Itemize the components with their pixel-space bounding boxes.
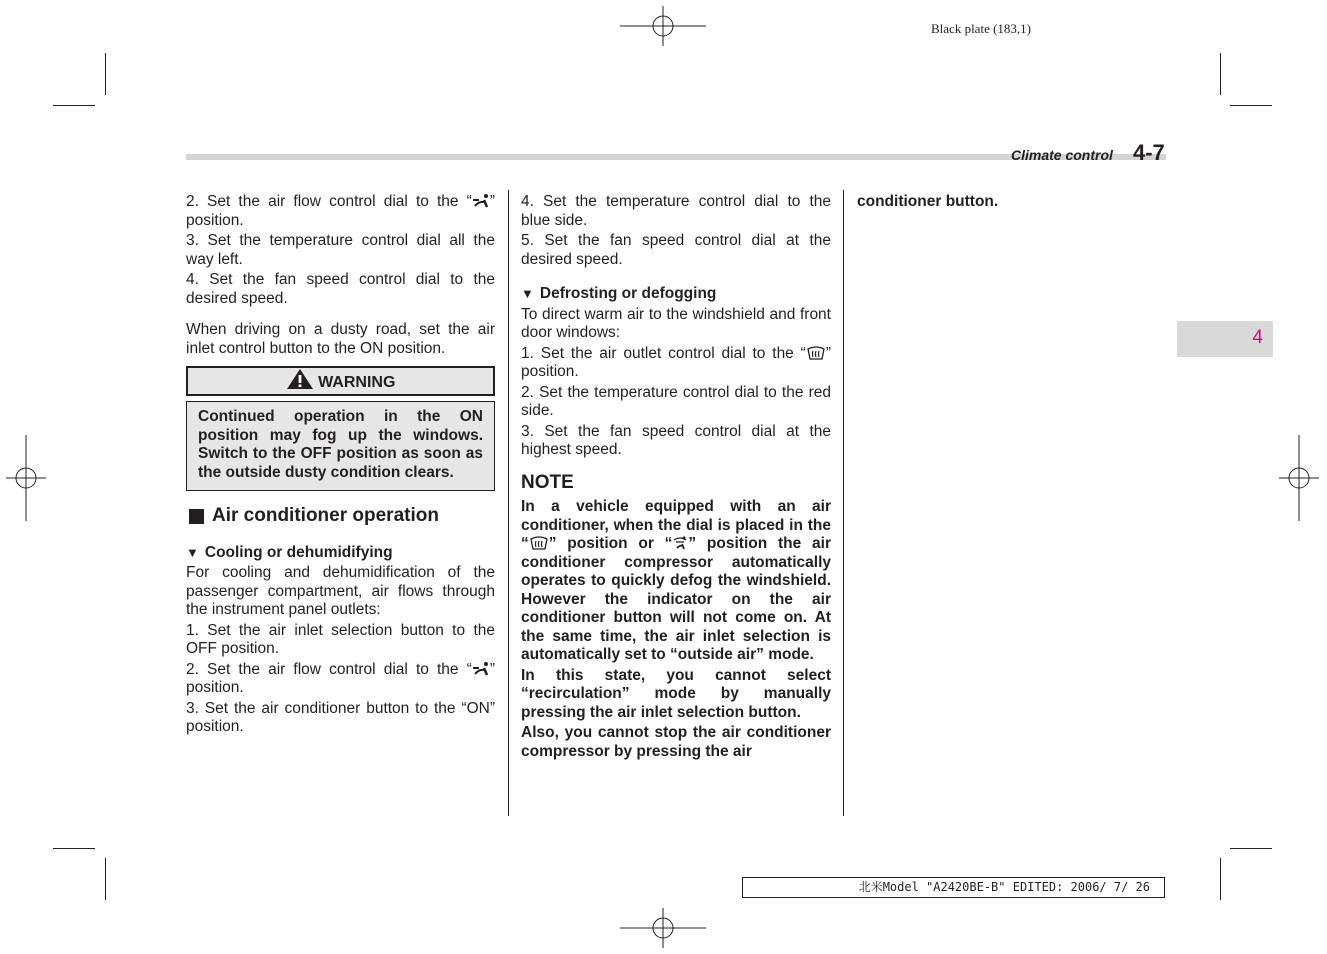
step-paragraph: 3. Set the fan speed control dial at the highest speed. — [521, 422, 831, 458]
note-paragraph: In this state, you cannot select “recirculation” mode by manually pressing the air inlet selection button. — [521, 666, 831, 721]
registration-mark-top — [620, 6, 706, 46]
vent-airflow-icon — [472, 661, 490, 677]
column-3 — [857, 193, 1166, 214]
chapter-tab-number: 4 — [1252, 327, 1263, 348]
note-paragraph: Also, you cannot stop the air conditioner compressor by pressing the air — [521, 724, 831, 760]
subheading: ▼ Defrosting or defogging — [521, 285, 717, 302]
crop-mark — [105, 858, 106, 900]
vent-airflow-icon — [472, 193, 490, 209]
chapter-tab — [1177, 321, 1273, 357]
section-heading: Air conditioner operation — [186, 507, 495, 526]
registration-mark-left — [6, 435, 46, 521]
step-paragraph: 4. Set the temperature control dial to the blue side. — [521, 193, 831, 229]
crop-mark — [1220, 53, 1221, 95]
warning-text: Continued operation in the ON position may fog up the windows. Switch to the OFF position as soon as the outside dusty condition clears. — [186, 401, 495, 491]
defrost-foot-icon — [672, 535, 688, 551]
note-paragraph: conditioner button. — [857, 193, 999, 210]
body-paragraph: When driving on a dusty road, set the air inlet control button to the ON position. — [186, 321, 495, 357]
square-bullet-icon — [189, 509, 204, 524]
column-divider — [843, 190, 844, 816]
step-paragraph: 2. Set the air flow control dial to the “ ” position. — [186, 660, 495, 696]
note-title: NOTE — [521, 471, 574, 493]
footer-edit-info: 北米Model "A2420BE-B" EDITED: 2006/ 7/ 26 — [742, 877, 1165, 898]
step-paragraph: 1. Set the air inlet selection button to the OFF position. — [186, 621, 495, 657]
crop-mark — [1230, 105, 1272, 106]
body-paragraph: For cooling and dehumidification of the passenger compartment, air flows through the instrument panel outlets: — [186, 564, 495, 618]
column-2 — [521, 193, 831, 763]
note-paragraph: In a vehicle equipped with an air conditioner, when the dial is placed in the “ ” position or “ ” position the air conditioner compressor automatically operates to quickly defog the windshield. However the indicator on the air conditioner button will not come on. At the same time, the air inlet selection is automatically set to “outside air” mode. — [521, 498, 831, 663]
column-divider — [508, 190, 509, 816]
crop-mark — [1220, 858, 1221, 900]
step-paragraph: 1. Set the air outlet control dial to the “ ” position. — [521, 344, 831, 380]
plate-label: Black plate (183,1) — [931, 21, 1031, 36]
defrost-icon — [529, 535, 549, 551]
subheading: ▼ Cooling or dehumidifying — [186, 543, 393, 561]
registration-mark-bottom — [620, 908, 706, 948]
page-number: 4-7 — [1133, 140, 1165, 165]
step-paragraph: 3. Set the air conditioner button to the “ON” position. — [186, 699, 495, 735]
crop-mark — [53, 105, 95, 106]
triangle-bullet-icon: ▼ — [186, 544, 199, 560]
defrost-icon — [806, 345, 826, 361]
step-paragraph: 2. Set the temperature control dial to the red side. — [521, 383, 831, 419]
registration-mark-right — [1279, 435, 1319, 521]
warning-header — [186, 366, 495, 396]
step-paragraph: 4. Set the fan speed control dial to the desired speed. — [186, 271, 495, 307]
step-paragraph: 3. Set the temperature control dial all the way left. — [186, 232, 495, 268]
crop-mark — [53, 848, 95, 849]
body-paragraph: To direct warm air to the windshield and front door windows: — [521, 305, 831, 341]
step-paragraph: 5. Set the fan speed control dial at the desired speed. — [521, 232, 831, 268]
column-1 — [186, 193, 495, 739]
step-paragraph: 2. Set the air flow control dial to the “ ” position. — [186, 193, 495, 229]
warning-title: WARNING — [318, 374, 396, 391]
crop-mark — [105, 53, 106, 95]
warning-triangle-icon — [286, 368, 314, 390]
crop-mark — [1230, 848, 1272, 849]
section-title: Climate control — [1011, 147, 1113, 163]
triangle-bullet-icon: ▼ — [521, 286, 534, 301]
